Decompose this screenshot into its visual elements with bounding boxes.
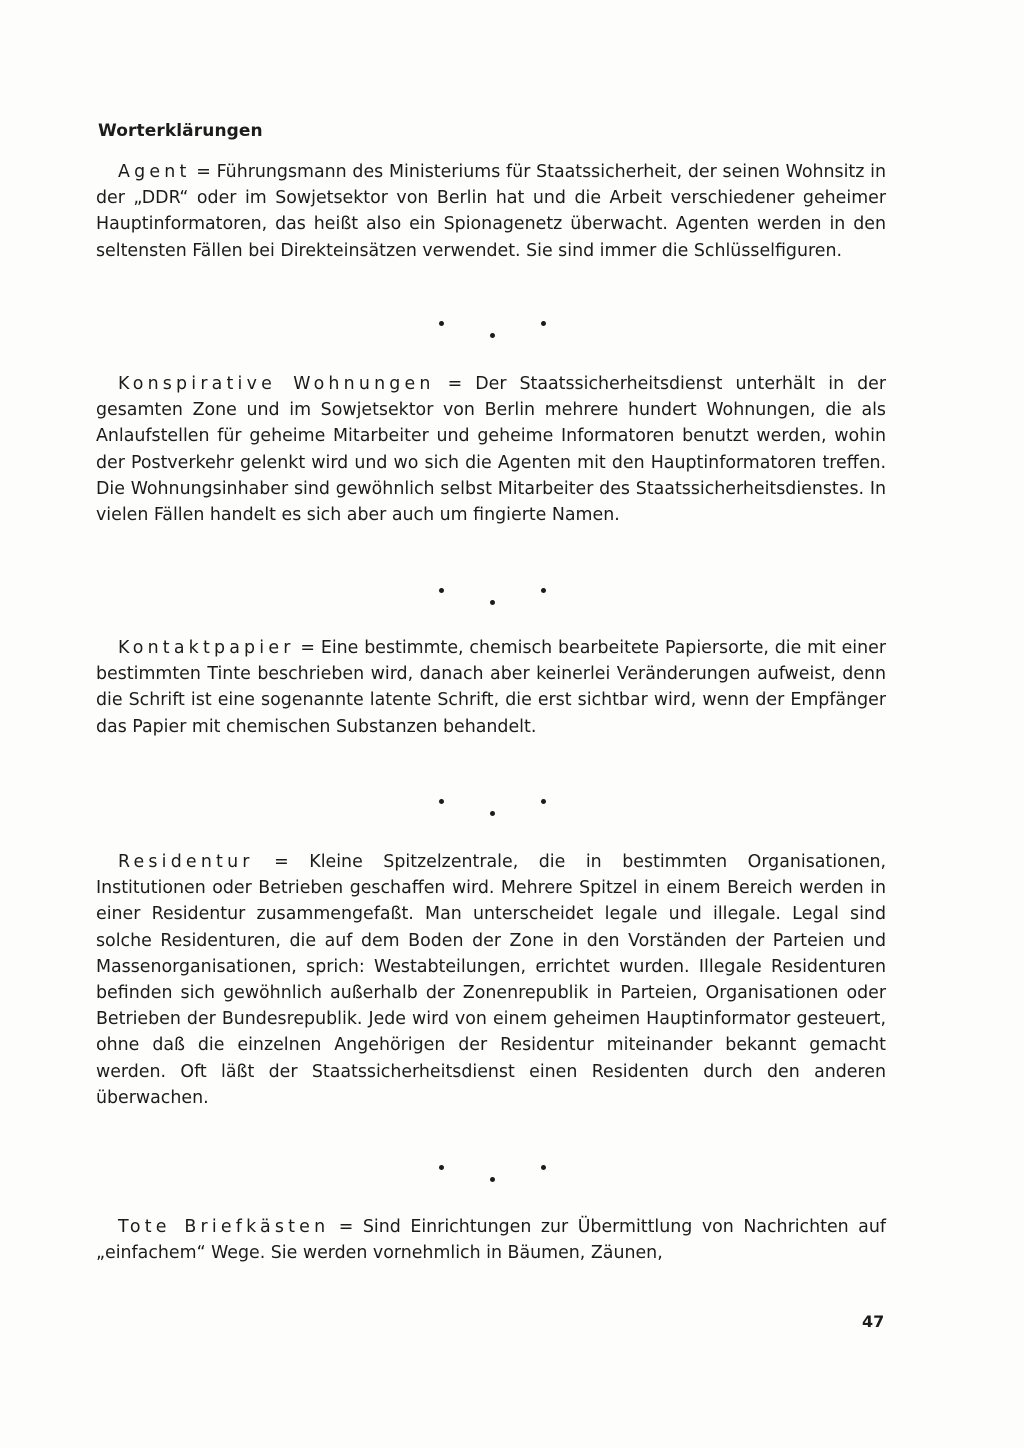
separator-dot: [541, 1165, 546, 1170]
separator-dot: [439, 588, 444, 593]
separator-dot: [490, 600, 495, 605]
glossary-entry-kontaktpapier: [96, 635, 886, 740]
separator-dot: [439, 321, 444, 326]
page-number: 47: [862, 1312, 885, 1331]
glossary-definition: = Eine bestimmte, chemisch bearbeitete Papiersorte, die mit einer bestimmten Tinte beschrieben wird, danach aber keinerlei Veränderungen aufweist, denn die Schrift ist eine sogenannte latente Schrift, die erst sichtbar wird, wenn der Empfänger das Papier mit chemischen Substanzen behandelt.: [96, 638, 886, 737]
section-separator: [0, 1160, 1024, 1184]
separator-dot: [490, 333, 495, 338]
glossary-definition: = Der Staatssicherheitsdienst unterhält in der gesamten Zone und im Sowjetsektor von Berlin mehrere hundert Wohnungen, die als Anlaufstellen für geheime Mitarbeiter und geheime Informatoren benutzt werden, wohin der Postverkehr gelenkt wird und wo sich die Agenten mit den Hauptinformatoren treffen. Die Wohnungsinhaber sind gewöhnlich selbst Mitarbeiter des Staatssicherheitsdienstes. In vielen Fällen handelt es sich aber auch um fingierte Namen.: [96, 374, 886, 526]
glossary-term: Residentur: [118, 852, 254, 872]
separator-dot: [490, 811, 495, 816]
glossary-term: Kontaktpapier: [118, 638, 295, 658]
section-separator: [0, 583, 1024, 607]
glossary-definition: = Kleine Spitzelzentrale, die in bestimmten Organisationen, Institutionen oder Betrieben geschaffen wird. Mehrere Spitzel in einem Bereich werden in einer Residentur zusammengefaßt. Man unterscheidet legale und illegale. Legal sind solche Residenturen, die auf dem Boden der Zone in den Vorständen der Parteien und Massenorganisationen, sprich: Westabteilungen, errichtet wurden. Illegale Residenturen befinden sich gewöhnlich außerhalb der Zonenrepublik in Parteien, Organisationen oder Betrieben der Bundesrepublik. Jede wird von einem geheimen Hauptinformator gesteuert, ohne daß die einzelnen Angehörigen der Residentur miteinander bekannt gemacht werden. Oft läßt der Staatssicherheitsdienst einen Residenten durch den anderen überwachen.: [96, 852, 886, 1108]
glossary-entry-konspirative-wohnungen: [96, 371, 886, 528]
separator-dot: [439, 799, 444, 804]
separator-dot: [541, 799, 546, 804]
glossary-definition: = Führungsmann des Ministeriums für Staatssicherheit, der seinen Wohnsitz in der „DDR“ oder im Sowjetsektor von Berlin hat und die Arbeit verschiedener geheimer Hauptinformatoren, das heißt also ein Spionagenetz überwacht. Agenten werden in den seltensten Fällen bei Direkteinsätzen verwendet. Sie sind immer die Schlüsselfiguren.: [96, 162, 886, 261]
section-heading: Worterklärungen: [98, 121, 263, 141]
separator-dot: [490, 1177, 495, 1182]
glossary-term: Agent: [118, 162, 191, 182]
glossary-term: Konspirative Wohnungen: [118, 374, 435, 394]
section-separator: [0, 316, 1024, 340]
glossary-term: Tote Briefkästen: [118, 1217, 330, 1237]
separator-dot: [541, 588, 546, 593]
glossary-entry-agent: [96, 159, 886, 264]
glossary-entry-tote-briefkaesten: [96, 1214, 886, 1266]
separator-dot: [541, 321, 546, 326]
section-separator: [0, 794, 1024, 818]
glossary-definition: = Sind Einrichtungen zur Übermittlung von Nachrichten auf „einfachem“ Wege. Sie werden vornehmlich in Bäumen, Zäunen,: [96, 1217, 886, 1264]
separator-dot: [439, 1165, 444, 1170]
glossary-entry-residentur: [96, 849, 886, 1111]
